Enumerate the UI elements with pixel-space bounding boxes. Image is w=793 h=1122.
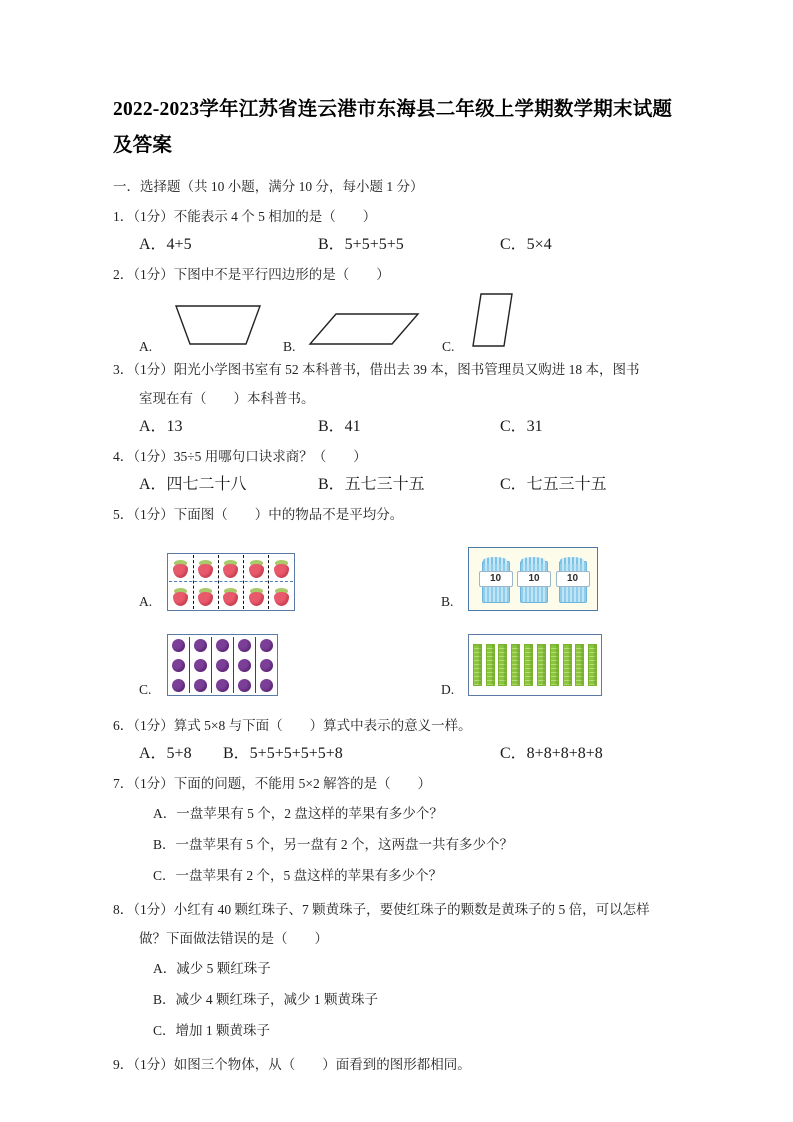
dot-icon bbox=[194, 659, 207, 672]
bundle-count-label: 10 bbox=[479, 571, 513, 587]
strawberry-icon bbox=[248, 559, 265, 578]
pencil-bundles-image[interactable] bbox=[468, 547, 598, 611]
bundle-count-label: 10 bbox=[517, 571, 551, 587]
rod-icon bbox=[486, 644, 495, 686]
question-7-option-a[interactable]: A．一盘苹果有 5 个，2 盘这样的苹果有多少个？ bbox=[153, 806, 443, 821]
question-4-stem: 4．（1分）35÷5 用哪句口诀求商？（ ） bbox=[113, 449, 367, 464]
question-2-label-a: A. bbox=[139, 339, 153, 354]
question-1-options bbox=[113, 231, 683, 260]
strawberry-icon bbox=[222, 559, 239, 578]
question-3-option-b[interactable]: B．41 bbox=[318, 418, 361, 435]
question-1-option-b[interactable]: B．5+5+5+5 bbox=[318, 236, 404, 253]
dot-icon bbox=[172, 679, 185, 692]
question-7-stem: 7．（1分）下面的问题，不能用 5×2 解答的是（ ） bbox=[113, 776, 432, 791]
question-5-options-row2 bbox=[113, 629, 683, 705]
question-3-option-c[interactable]: C．31 bbox=[500, 418, 543, 435]
question-3-options bbox=[113, 413, 683, 442]
rod-icon bbox=[588, 644, 597, 686]
rod-icon bbox=[575, 644, 584, 686]
dot-icon bbox=[194, 679, 207, 692]
dot-icon bbox=[172, 639, 185, 652]
rod-icon bbox=[524, 644, 533, 686]
question-7-option-c[interactable]: C．一盘苹果有 2 个，5 盘这样的苹果有多少个？ bbox=[153, 868, 443, 883]
divider-line bbox=[268, 555, 269, 609]
question-6-option-b[interactable]: B．5+5+5+5+5+8 bbox=[223, 745, 343, 762]
question-4-option-b[interactable]: B．五七三十五 bbox=[318, 476, 425, 493]
divider-line bbox=[169, 581, 293, 582]
question-6-option-a[interactable]: A．5+8 bbox=[139, 745, 192, 762]
question-8-stem-line1: 8．（1分）小红有 40 颗红珠子、7 颗黄珠子，要使红珠子的颗数是黄珠子的 5 倍，可以怎样 bbox=[113, 902, 650, 917]
question-3-stem-line2: 室现在有（ ）本科普书。 bbox=[139, 391, 315, 406]
parallelogram-icon bbox=[306, 300, 426, 355]
dot-icon bbox=[260, 659, 273, 672]
strawberry-icon bbox=[172, 587, 189, 606]
question-9-stem: 9．（1分）如图三个物体，从（ ）面看到的图形都相同。 bbox=[113, 1057, 471, 1072]
divider-line bbox=[233, 637, 234, 693]
dot-icon bbox=[260, 679, 273, 692]
pencil-bundle-icon bbox=[482, 557, 508, 601]
rod-icon bbox=[550, 644, 559, 686]
dot-icon bbox=[260, 639, 273, 652]
dot-icon bbox=[216, 659, 229, 672]
question-5-label-d: D. bbox=[441, 682, 455, 697]
trapezoid-icon bbox=[163, 300, 273, 355]
question-3-stem-line1: 3．（1分）阳光小学图书室有 52 本科普书，借出去 39 本，图书管理员又购进 18 本，图书 bbox=[113, 362, 640, 377]
question-3-option-a[interactable]: A．13 bbox=[139, 418, 183, 435]
dot-icon bbox=[238, 639, 251, 652]
strawberry-icon bbox=[273, 559, 290, 578]
strawberry-icon bbox=[248, 587, 265, 606]
question-2-figures bbox=[113, 293, 683, 355]
dot-icon bbox=[172, 659, 185, 672]
pencil-bundle-icon bbox=[559, 557, 585, 601]
question-5-options-row1 bbox=[113, 535, 683, 623]
rod-icon bbox=[563, 644, 572, 686]
pencil-bundle-icon bbox=[520, 557, 546, 601]
strawberry-icon bbox=[197, 587, 214, 606]
dot-icon bbox=[216, 639, 229, 652]
question-2-stem: 2．（1分）下图中不是平行四边形的是（ ） bbox=[113, 267, 390, 282]
question-4-options bbox=[113, 471, 683, 500]
slanted-parallelogram-icon bbox=[463, 292, 533, 355]
page-content bbox=[113, 92, 683, 1079]
question-1-option-a[interactable]: A．4+5 bbox=[139, 236, 192, 253]
divider-line bbox=[211, 637, 212, 693]
strawberry-icon bbox=[273, 587, 290, 606]
question-5-label-c: C. bbox=[139, 682, 152, 697]
question-4-option-a[interactable]: A．四七二十八 bbox=[139, 476, 247, 493]
page-title: 2022-2023学年江苏省连云港市东海县二年级上学期数学期末试题及答案 bbox=[113, 99, 673, 156]
rod-icon bbox=[498, 644, 507, 686]
question-5-label-b: B. bbox=[441, 594, 454, 609]
rod-icon bbox=[537, 644, 546, 686]
divider-line bbox=[189, 637, 190, 693]
strawberry-icon bbox=[197, 559, 214, 578]
question-8-stem-line2: 做？下面做法错误的是（ ） bbox=[139, 931, 328, 946]
question-6-stem: 6．（1分）算式 5×8 与下面（ ）算式中表示的意义一样。 bbox=[113, 718, 472, 733]
question-1-stem: 1．（1分）不能表示 4 个 5 相加的是（ ） bbox=[113, 209, 377, 224]
dot-icon bbox=[216, 679, 229, 692]
purple-dots-grid-image[interactable] bbox=[167, 634, 278, 696]
divider-line bbox=[218, 555, 219, 609]
question-2-label-c: C. bbox=[442, 339, 455, 354]
divider-line bbox=[243, 555, 244, 609]
dot-icon bbox=[238, 659, 251, 672]
strawberry-icon bbox=[172, 559, 189, 578]
question-8-option-a[interactable]: A．减少 5 颗红珠子 bbox=[153, 961, 271, 976]
green-rods-image[interactable] bbox=[468, 634, 602, 696]
question-1-option-c[interactable]: C．5×4 bbox=[500, 236, 552, 253]
question-8-option-c[interactable]: C．增加 1 颗黄珠子 bbox=[153, 1023, 271, 1038]
question-7-option-b[interactable]: B．一盘苹果有 5 个，另一盘有 2 个，这两盘一共有多少个？ bbox=[153, 837, 514, 852]
question-2-label-b: B. bbox=[283, 339, 296, 354]
rod-icon bbox=[473, 644, 482, 686]
question-5-label-a: A. bbox=[139, 594, 153, 609]
question-8-option-b[interactable]: B．减少 4 颗红珠子，减少 1 颗黄珠子 bbox=[153, 992, 379, 1007]
dot-icon bbox=[194, 639, 207, 652]
question-5-stem: 5．（1分）下面图（ ）中的物品不是平均分。 bbox=[113, 507, 404, 522]
dot-icon bbox=[238, 679, 251, 692]
divider-line bbox=[255, 637, 256, 693]
section-heading: 一．选择题（共 10 小题，满分 10 分，每小题 1 分） bbox=[113, 179, 424, 194]
divider-line bbox=[193, 555, 194, 609]
question-6-options bbox=[113, 740, 683, 769]
bundle-count-label: 10 bbox=[556, 571, 590, 587]
strawberries-grid-image[interactable] bbox=[167, 553, 295, 611]
question-6-option-c[interactable]: C．8+8+8+8+8 bbox=[500, 745, 603, 762]
rod-icon bbox=[511, 644, 520, 686]
strawberry-icon bbox=[222, 587, 239, 606]
question-4-option-c[interactable]: C．七五三十五 bbox=[500, 476, 607, 493]
